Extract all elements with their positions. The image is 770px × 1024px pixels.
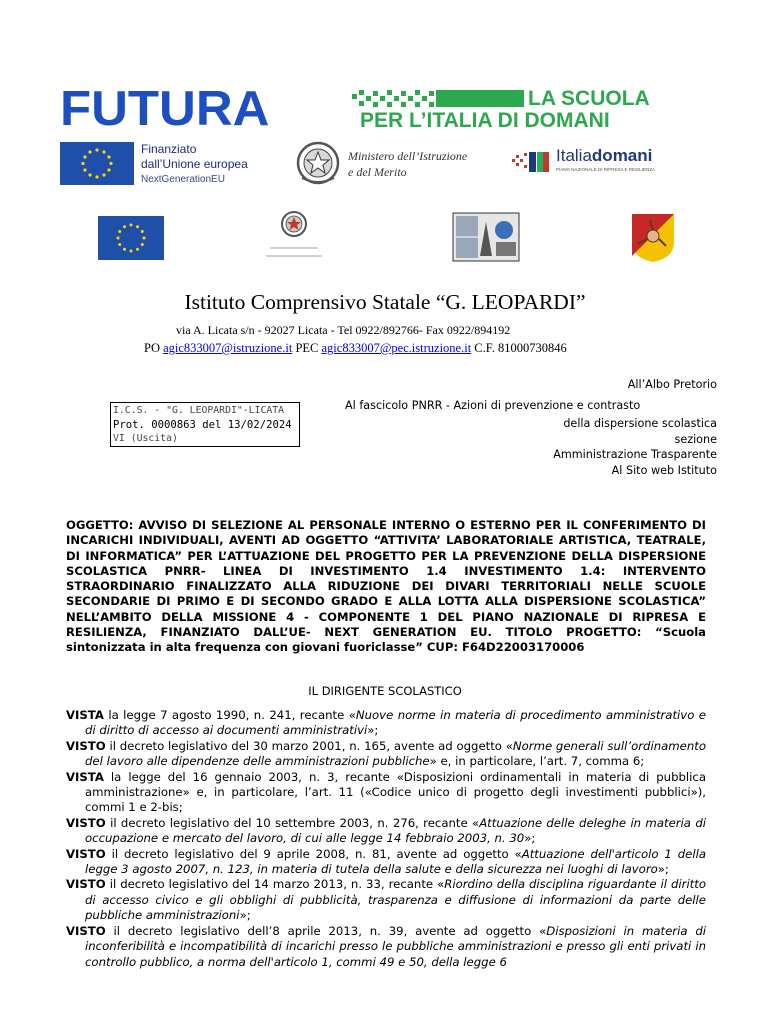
vista-paragraph — [66, 770, 706, 816]
vista-title: Attuazione dell'articolo 1 della legge 3 agosto 2007, n. 123, in materia di tutela della salute e della sicurezza nei luoghi di lavoro — [85, 846, 706, 877]
protocol-direction: VI (Uscita) — [113, 433, 178, 444]
vista-list — [66, 708, 706, 1018]
trinacria-icon — [630, 212, 676, 264]
protocol-number: Prot. 0000863 del 13/02/2024 — [113, 419, 292, 431]
vista-tail: » e, in particolare, l’art. 7, comma 6; — [429, 754, 645, 769]
school-logo-icon — [452, 212, 520, 262]
vista-tail: »; — [524, 831, 536, 846]
vista-text: la legge 7 agosto 1990, n. 241, recante « — [103, 708, 356, 722]
vista-tail: »; — [657, 862, 669, 877]
vista-paragraph — [66, 847, 706, 878]
italian-republic-emblem-icon — [294, 140, 342, 186]
scuola-title-line2: PER L’ITALIA DI DOMANI — [360, 109, 610, 132]
recipient-trasparente: Amministrazione Trasparente — [553, 448, 717, 461]
eu-flag-icon — [60, 142, 134, 185]
recipient-fascicolo: Al fascicolo PNRR - Azioni di prevenzione e contrasto — [345, 398, 641, 412]
vista-keyword: VISTO — [66, 815, 106, 830]
scuola-title-line1: LA SCUOLA — [528, 87, 650, 110]
funding-statement — [141, 142, 281, 188]
vista-text: il decreto legislativo del 10 settembre 2003, n. 276, recante « — [105, 815, 480, 830]
italiadomani-subtitle: PIANO NAZIONALE DI RIPRESA E RESILIENZA — [556, 167, 656, 172]
school-name: Istituto Comprensivo Statale “G. LEOPARDI” — [184, 290, 586, 314]
vista-text: il decreto legislativo del 30 marzo 2001, n. 165, avente ad oggetto « — [105, 738, 513, 753]
recipient-dispersione: della dispersione scolastica — [563, 417, 717, 430]
italiadomani-logo — [556, 146, 688, 176]
vista-title: Disposizioni in materia di inconferibilità e incompatibilità di incarichi presso le pubbliche amministrazioni e presso gli enti privati in controllo pubblico, a norma dell'articolo 1, commi 49 e 50, della legge 6 — [85, 923, 706, 969]
vista-keyword: VISTO — [66, 846, 106, 861]
vista-paragraph — [66, 739, 706, 770]
recipient-sezione: sezione — [674, 432, 717, 446]
vista-title: Norme generali sull’ordinamento del lavoro alle dipendenze delle amministrazioni pubbliche — [85, 738, 706, 769]
school-address: via A. Licata s/n - 92027 Licata - Tel 0922/892766- Fax 0922/894192 — [176, 323, 511, 337]
vista-text: il decreto legislativo del 14 marzo 2013, n. 33, recante « — [105, 877, 445, 892]
dirigente-heading: IL DIRIGENTE SCOLASTICO — [308, 684, 462, 698]
vista-text: il decreto legislativo dell’8 aprile 2013, n. 39, avente ad oggetto « — [105, 923, 547, 938]
pixel-pattern-icon — [352, 90, 524, 110]
vista-tail: »; — [367, 723, 379, 738]
recipient-albo: All’Albo Pretorio — [627, 378, 717, 391]
domani-word: domani — [591, 146, 653, 165]
italiadomani-mark-icon — [512, 150, 550, 176]
tax-code: C.F. 81000730846 — [474, 341, 567, 355]
recipients-block — [337, 377, 717, 478]
vista-keyword: VISTO — [66, 738, 106, 753]
vista-title: Riordino della disciplina riguardante il diritto di accesso civico e gli obblighi di pubblicità, trasparenza e diffusione di informazioni da parte delle pubbliche amministrazioni — [85, 877, 706, 923]
vista-keyword: VISTA — [66, 769, 104, 784]
recipient-sito: Al Sito web Istituto — [611, 463, 717, 477]
vista-text: la legge del 16 gennaio 2003, n. 3, recante «Disposizioni ordinamentali in materia di pubblica amministrazione» e, in particolare, l’art. 11 («Codice unico di progetto degli investimenti pubblici»), commi 1 e 2-bis; — [85, 769, 706, 815]
protocol-school: I.C.S. - "G. LEOPARDI"-LICATA — [113, 405, 285, 416]
vista-paragraph — [66, 708, 706, 739]
school-contacts — [144, 340, 664, 356]
vista-paragraph — [66, 877, 706, 923]
vista-keyword: VISTO — [66, 877, 106, 892]
ministry-line2: e del Merito — [348, 165, 407, 179]
vista-title: Attuazione delle deleghe in materia di occupazione e mercato del lavoro, di cui alle legge 14 febbraio 2003, n. 30 — [85, 815, 706, 846]
vista-keyword: VISTO — [66, 923, 106, 938]
ministry-emblem-icon — [262, 208, 326, 264]
vista-title: Nuove norme in materia di procedimento amministrativo e di diritto di accesso ai documenti amministrativi — [85, 708, 706, 738]
vista-tail: »; — [239, 908, 251, 923]
po-email-link[interactable]: agic833007@istruzione.it — [163, 341, 293, 355]
funding-line1: Finanziato — [141, 142, 197, 156]
pec-email-link[interactable]: agic833007@pec.istruzione.it — [321, 341, 472, 355]
po-label: PO — [144, 341, 160, 355]
futura-logo: FUTURA — [60, 82, 270, 136]
ministry-line1: Ministero dell’Istruzione — [348, 149, 468, 163]
vista-keyword: VISTA — [66, 708, 104, 722]
ministry-name — [348, 148, 498, 184]
italia-word: Italia — [556, 146, 592, 165]
funding-line2: dall’Unione europea — [141, 157, 248, 171]
next-generation-eu: NextGenerationEU — [141, 174, 225, 185]
vista-paragraph — [66, 816, 706, 847]
eu-flag-small-icon — [98, 216, 164, 260]
subject-paragraph: OGGETTO: AVVISO DI SELEZIONE AL PERSONALE INTERNO O ESTERNO PER IL CONFERIMENTO DI INCARICHI INDIVIDUALI, AVENTI AD OGGETTO “ATTIVITA’ LABORATORIALE ARTISTICA, TEATRALE, DI INFORMATICA” PER L’ATTUAZIONE DEL PROGETTO PER LA PREVENZIONE DELLA DISPERSIONE SCOLASTICA PNRR- LINEA DI INVESTIMENTO 1.4 INVESTIMENTO 1.4: INTERVENTO STRAORDINARIO FINALIZZATO ALLA RIDUZIONE DEI DIVARI TERRITORIALI NELLE SCUOLE SECONDARIE DI PRIMO E DI SECONDO GRADO E ALLA LOTTA ALLA DISPERSIONE SCOLASTICA” NELL’AMBITO DELLA MISSIONE 4 - COMPONENTE 1 DEL PIANO NAZIONALE DI RIPRESA E RESILIENZA, FINANZIATO DALL’UE- NEXT GENERATION EU. TITOLO PROGETTO: “Scuola sintonizzata in alta frequenza con giovani fuoriclasse” CUP: F64D22003170006 — [66, 518, 706, 655]
protocol-stamp — [110, 402, 300, 447]
vista-paragraph — [66, 924, 706, 970]
pec-label: PEC — [295, 341, 319, 355]
vista-text: il decreto legislativo del 9 aprile 2008, n. 81, avente ad oggetto « — [105, 846, 522, 861]
